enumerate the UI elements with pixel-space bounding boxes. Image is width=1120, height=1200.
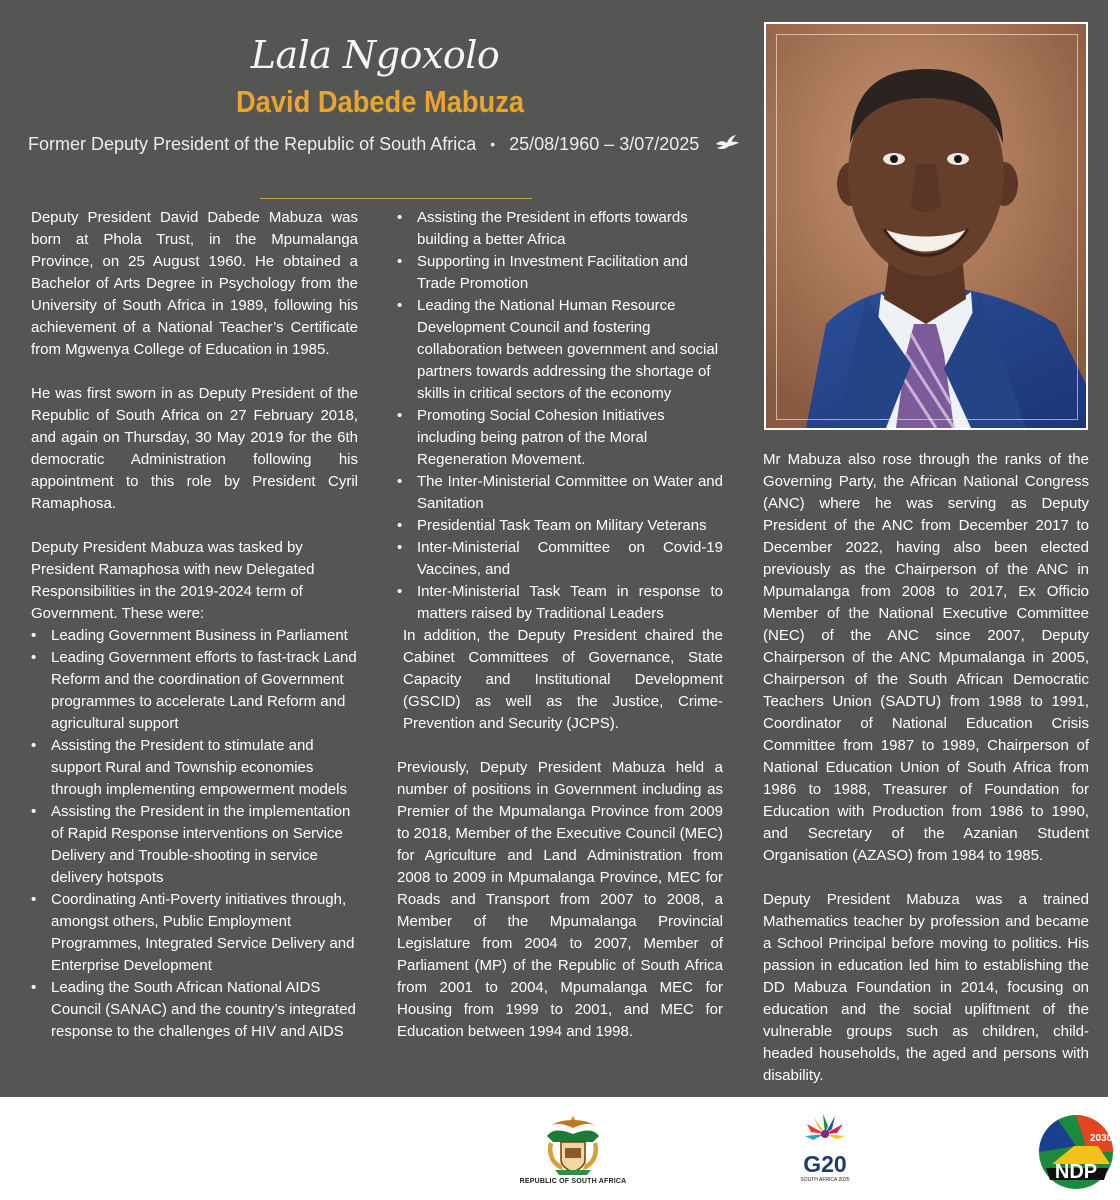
column-3 <box>763 449 1089 1087</box>
list-item: • Inter-Ministerial Committee on Covid-19 Vaccines, and <box>397 537 723 581</box>
photo-inner-border <box>776 34 1078 420</box>
list-item: • Presidential Task Team on Military Veterans <box>397 515 723 537</box>
script-name: Lala Ngoxolo <box>250 33 500 77</box>
committees-paragraph: In addition, the Deputy President chaired the Cabinet Committees of Governance, State Capacity and Institutional Development (GSCID) as well as the Justice, Crime-Prevention and Security (JCPS). <box>403 627 723 732</box>
list-item: • Leading Government efforts to fast-track Land Reform and the coordination of Government programmes to accelerate Land Reform and agricultural support <box>31 647 358 735</box>
education-paragraph: Deputy President Mabuza was a trained Mathematics teacher by profession and became a School Principal before moving to politics. His passion in education led him to establishing the DD Mabuza Foundation in 2014, focusing on education and the social upliftment of the vulnerable groups such as children, child-headed households, the aged and persons with disability. <box>763 891 1089 1084</box>
portrait-photo <box>766 24 1086 428</box>
list-item: • Leading the National Human Resource Development Council and fostering collaboration between government and social partners towards addressing the shortage of skills in critical sectors of the economy <box>397 295 723 405</box>
list-item: • Inter-Ministerial Task Team in response to matters raised by Traditional Leaders <box>397 581 723 625</box>
responsibilities-list-1 <box>31 625 358 1043</box>
list-item: • Assisting the President in efforts towards building a better Africa <box>397 207 723 251</box>
column-1 <box>31 207 358 1043</box>
column-2 <box>397 207 723 1043</box>
responsibilities-list-2 <box>397 207 723 625</box>
portrait-frame <box>764 22 1088 430</box>
subtitle <box>28 131 728 159</box>
g20-sub-label: SOUTH AFRICA 2025 <box>800 1177 850 1183</box>
list-item: • Supporting in Investment Facilitation and Trade Promotion <box>397 251 723 295</box>
role-text: Former Deputy President of the Republic of South Africa <box>28 134 477 154</box>
ndp-2030-logo-icon <box>1038 1114 1114 1190</box>
gold-divider <box>260 198 532 199</box>
bio-paragraph-3: Deputy President Mabuza was tasked by President Ramaphosa with new Delegated Responsibilities in the 2019-2024 term of Government. These were: <box>31 539 315 622</box>
ndp-year: 2030 <box>1090 1133 1113 1144</box>
list-item: • The Inter-Ministerial Committee on Water and Sanitation <box>397 471 723 515</box>
life-dates: 25/08/1960 – 3/07/2025 <box>509 134 700 154</box>
g20-label: G20 <box>803 1151 847 1177</box>
anc-paragraph: Mr Mabuza also rose through the ranks of the Governing Party, the African National Congress (ANC) where he was serving as Deputy President of the ANC from December 2017 to December 2022, having also been elected previously as the Chairperson of the ANC in Mpumalanga from 2008 to 2017, Ex Officio Member of the National Executive Committee (NEC) of the ANC since 2007, Deputy Chairperson of the ANC Mpumalanga in 2005, Chairperson of the South African Democratic Teachers Union (SADTU) from 1988 to 1991, Coordinator of National Education Crisis Committee from 1987 to 1989, Chairperson of National Education Union of South Africa from 1986 to 1988, Treasurer of Foundation for Education with Production from 1986 to 1990, and Secretary of the Azanian Student Organisation (AZASO) from 1984 to 1985. <box>763 451 1089 864</box>
list-item: • Promoting Social Cohesion Initiatives including being patron of the Moral Regeneration Movement. <box>397 405 723 471</box>
separator-dot: • <box>490 136 496 152</box>
dove-icon <box>714 133 740 159</box>
list-item: • Coordinating Anti-Poverty initiatives through, amongst others, Public Employment Programmes, Integrated Service Delivery and Enterprise Development <box>31 889 358 977</box>
bio-paragraph-1: Deputy President David Dabede Mabuza was born at Phola Trust, in the Mpumalanga Province, on 25 August 1960. He obtained a Bachelor of Arts Degree in Psychology from the University of South Africa in 1989, following his achievement of a National Teacher’s Certificate from Mgwenya College of Education in 1985. <box>31 209 358 358</box>
page-title: David Dabede Mabuza <box>235 84 525 119</box>
positions-paragraph: Previously, Deputy President Mabuza held a number of positions in Government including as Premier of the Mpumalanga Province from 2009 to 2018, Member of the Executive Council (MEC) for Agriculture and Land Administration from 2008 to 2009 in Mpumalanga Province, MEC for Roads and Transport from 2007 to 2008, a Member of the Mpumalanga Provincial Legislature from 2004 to 2007, Member of Parliament (MP) of the Republic of South Africa from 2001 to 2004, Mpumalanga MEC for Housing from 1999 to 2001, and MEC for Education between 1994 and 1998. <box>397 759 723 1040</box>
bio-paragraph-2: He was first sworn in as Deputy President of the Republic of South Africa on 27 February 2018, and again on Thursday, 30 May 2019 for the 6th democratic Administration following his appointment to this role by President Cyril Ramaphosa. <box>31 385 358 512</box>
list-item: • Leading the South African National AIDS Council (SANAC) and the country’s integrated response to the challenges of HIV and AIDS <box>31 977 358 1043</box>
ndp-label: NDP <box>1054 1161 1098 1183</box>
list-item: • Leading Government Business in Parliament <box>31 625 358 647</box>
list-item: • Assisting the President to stimulate and support Rural and Township economies through implementing empowerment models <box>31 735 358 801</box>
rsa-label: REPUBLIC OF SOUTH AFRICA <box>519 1178 627 1185</box>
list-item: • Assisting the President in the implementation of Rapid Response interventions on Service Delivery and Trouble-shooting in service delivery hotspots <box>31 801 358 889</box>
